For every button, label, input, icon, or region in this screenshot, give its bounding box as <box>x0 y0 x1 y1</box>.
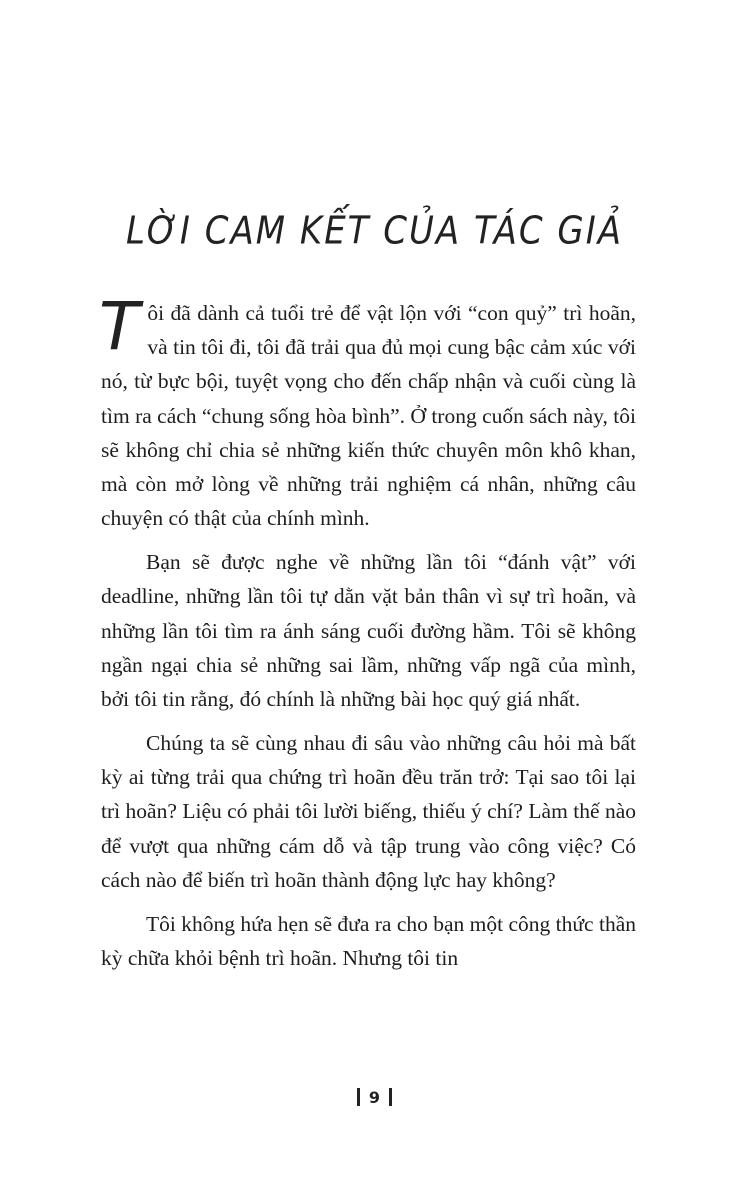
body-text <box>99 288 636 985</box>
chapter-title: LỜI CAM KẾT CỦA TÁC GIẢ <box>125 208 624 254</box>
paragraph-1-text: ôi đã dành cả tuổi trẻ để vật lộn với “con quỷ” trì hoãn, và tin tôi đi, tôi đã trải qua đủ mọi cung bậc cảm xúc với nó, từ bực bội, tuyệt vọng cho đến chấp nhận và cuối cùng là tìm ra cách “chung sống hòa bình”. Ở trong cuốn sách này, tôi sẽ không chỉ chia sẻ những kiến thức chuyên môn khô khan, mà còn mở lòng về những trải nghiệm cá nhân, những câu chuyện có thật của chính mình. <box>101 301 636 531</box>
folio-bar-right <box>389 1088 392 1106</box>
paragraph-4: Tôi không hứa hẹn sẽ đưa ra cho bạn một công thức thần kỳ chữa khỏi bệnh trì hoãn. Nhưng tôi tin <box>101 911 636 971</box>
page-number-footer <box>0 1088 749 1107</box>
paragraph-1 <box>99 288 636 535</box>
folio-bar-left <box>357 1088 360 1106</box>
drop-cap: T <box>99 288 140 365</box>
page-number: 9 <box>368 1088 381 1107</box>
paragraph-2: Bạn sẽ được nghe về những lần tôi “đánh vật” với deadline, những lần tôi tự dằn vặt bản thân vì sự trì hoãn, và những lần tôi tìm ra ánh sáng cuối đường hầm. Tôi sẽ không ngần ngại chia sẻ những sai lầm, những vấp ngã của mình, bởi tôi tin rằng, đó chính là những bài học quý giá nhất. <box>101 550 636 712</box>
paragraph-3: Chúng ta sẽ cùng nhau đi sâu vào những câu hỏi mà bất kỳ ai từng trải qua chứng trì hoãn đều trăn trở: Tại sao tôi lại trì hoãn? Liệu có phải tôi lười biếng, thiếu ý chí? Làm thế nào để vượt qua những cám dỗ và tập trung vào công việc? Có cách nào để biến trì hoãn thành động lực hay không? <box>101 731 636 892</box>
